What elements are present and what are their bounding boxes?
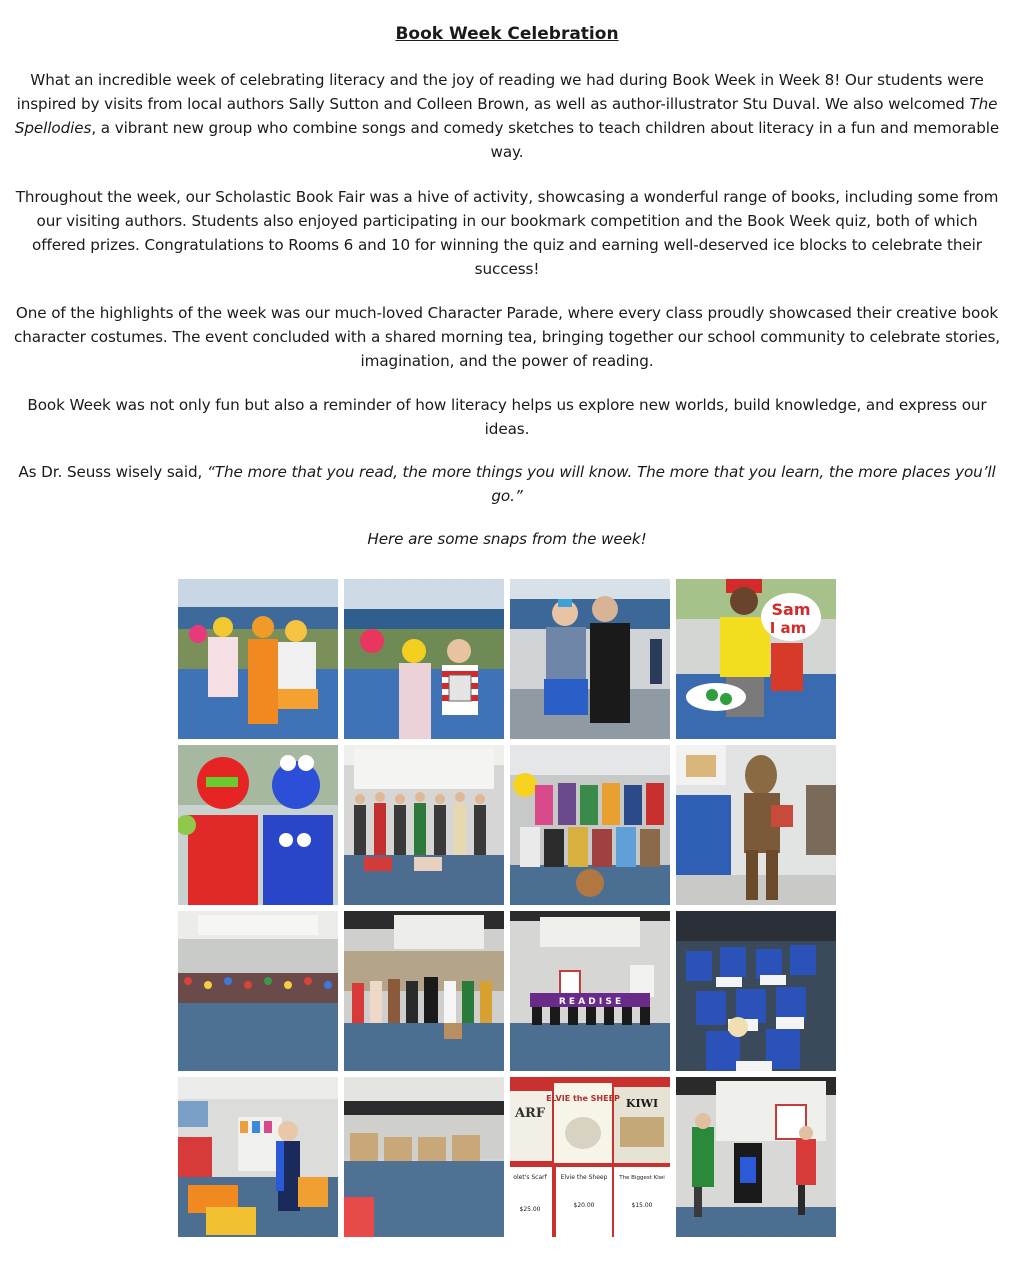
photo-sam-i-am[interactable] <box>676 579 836 739</box>
quote-intro: As Dr. Seuss wisely said, <box>18 463 207 481</box>
intro-text-b: , a vibrant new group who combine songs and comedy sketches to teach children about literacy in a fun and memorable way. <box>91 119 1000 161</box>
photo-class-costumes-group[interactable] <box>510 745 670 905</box>
photo-book-fair-shelves[interactable] <box>344 1077 504 1237</box>
price-scarf: $25.00 <box>519 1206 541 1213</box>
paragraph-snaps <box>10 527 1004 551</box>
intro-text-a: What an incredible week of celebrating literacy and the joy of reading we had during Book Week in Week 8! Our students were inspired by visits from local authors Sally Sutton and Colleen Brown, as well as author-illustrator Stu Duval. We also welcomed <box>16 71 984 113</box>
snaps-caption: Here are some snaps from the week! <box>367 530 647 548</box>
price-kiwi: $15.00 <box>631 1202 653 1209</box>
paragraph-book-fair: Throughout the week, our Scholastic Book Fair was a hive of activity, showcasing a wonderful range of books, including some from our visiting authors. Students also enjoyed participating in our bookmark competition and the Book Week quiz, both of which offered prizes. Congratulations to Rooms 6 and 10 for winning the quiz and earning well-deserved ice blocks to celebrate their success! <box>15 188 999 278</box>
spellodies-name: The Spellodies <box>14 95 998 137</box>
photo-spellodies-performance[interactable] <box>676 1077 836 1237</box>
page-title: Book Week Celebration <box>395 24 619 44</box>
photo-author-books-display[interactable] <box>510 1077 670 1237</box>
paragraph-literacy: Book Week was not only fun but also a reminder of how literacy helps us explore new worlds, build knowledge, and express our ideas. <box>27 396 987 438</box>
sam-sign-line2: I am <box>769 619 807 637</box>
book-title-arf: ARF <box>514 1106 546 1121</box>
photo-gallery <box>178 579 837 1238</box>
card-scarf: olet's Scarf <box>513 1174 547 1181</box>
photo-author-book-fair[interactable] <box>178 1077 338 1237</box>
card-kiwi: The Biggest Kiwi <box>619 1175 665 1181</box>
photo-teachers-costumes[interactable] <box>510 579 670 739</box>
book-title-kiwi: KIWI <box>625 1097 659 1110</box>
photo-readise-banner[interactable] <box>510 911 670 1071</box>
readise-banner-letters: R E A D I S E <box>558 997 622 1007</box>
paragraph-intro <box>10 68 1004 164</box>
photo-character-parade-line[interactable] <box>344 911 504 1071</box>
seuss-quote: “The more that you read, the more things you will know. The more that you learn, the more places you’ll go.” <box>207 463 996 505</box>
card-elvie: Elvie the Sheep <box>560 1174 608 1181</box>
photo-elmo-cookie-monster[interactable] <box>178 745 338 905</box>
book-title-elvie: ELVIE the SHEEP <box>546 1094 620 1103</box>
photo-students-writing[interactable] <box>676 911 836 1071</box>
photo-staff-costumes-hall[interactable] <box>344 745 504 905</box>
photo-groot-costume[interactable] <box>676 745 836 905</box>
paragraph-quote <box>10 460 1004 508</box>
photo-costume-pair-outdoor[interactable] <box>344 579 504 739</box>
photo-costume-group-outdoor[interactable] <box>178 579 338 739</box>
paragraph-parade: One of the highlights of the week was our much-loved Character Parade, where every class proudly showcased their creative book character costumes. The event concluded with a shared morning tea, bringing together our school community to celebrate stories, imagination, and the power of reading. <box>13 304 1001 370</box>
photo-hall-audience[interactable] <box>178 911 338 1071</box>
price-elvie: $20.00 <box>573 1202 595 1209</box>
sam-sign-line1: Sam <box>771 600 811 619</box>
